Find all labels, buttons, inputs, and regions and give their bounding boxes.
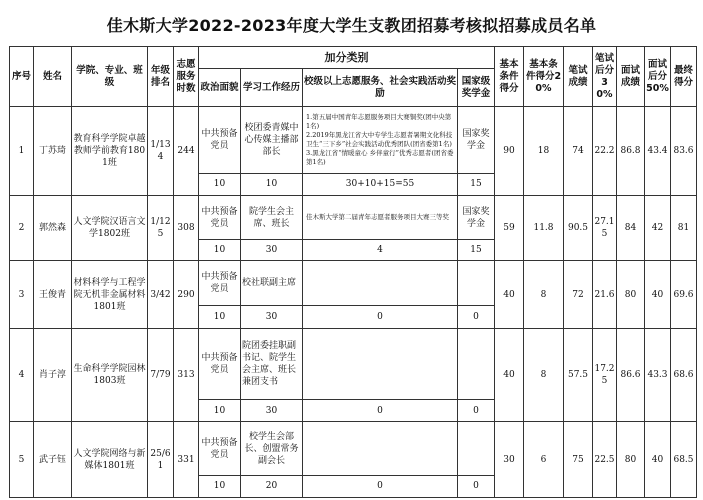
cell-scholarship bbox=[458, 261, 495, 305]
cell-hours: 331 bbox=[174, 422, 199, 498]
cell-base-20: 8 bbox=[524, 329, 564, 422]
cell-interview: 86.6 bbox=[617, 329, 645, 422]
cell-interview-50: 42 bbox=[645, 195, 671, 261]
award-item: 2.2019年黑龙江省大中专学生志愿者暑期文化科技卫生“三下乡”社会实践活动优秀团队(团省委第1名) bbox=[306, 130, 453, 148]
score-awards: 0 bbox=[303, 400, 458, 422]
cell-name: 武子钰 bbox=[34, 422, 72, 498]
cell-interview-50: 43.3 bbox=[645, 329, 671, 422]
page-title: 佳木斯大学2022-2023年度大学生支教团招募考核拟招募成员名单 bbox=[106, 16, 597, 35]
cell-awards bbox=[303, 107, 458, 174]
score-political: 10 bbox=[199, 400, 241, 422]
table-row bbox=[10, 329, 697, 400]
cell-base-20: 11.8 bbox=[524, 195, 564, 261]
cell-work: 校团委青媒中心传媒主播部部长 bbox=[241, 107, 303, 174]
header-written-30: 笔试后分30% bbox=[593, 47, 617, 107]
cell-written: 72 bbox=[564, 261, 593, 329]
score-scholarship: 15 bbox=[458, 173, 495, 195]
table-row bbox=[10, 195, 697, 239]
cell-hours: 244 bbox=[174, 107, 199, 196]
cell-final: 69.6 bbox=[671, 261, 697, 329]
cell-scholarship bbox=[458, 422, 495, 475]
cell-hours: 313 bbox=[174, 329, 199, 422]
score-work: 20 bbox=[241, 475, 303, 497]
cell-political: 中共预备党员 bbox=[199, 107, 241, 174]
cell-awards bbox=[303, 261, 458, 305]
cell-final: 83.6 bbox=[671, 107, 697, 196]
cell-seq: 4 bbox=[10, 329, 34, 422]
cell-base: 90 bbox=[495, 107, 524, 196]
header-grade-rank: 年级排名 bbox=[148, 47, 174, 107]
cell-name: 肖子淳 bbox=[34, 329, 72, 422]
header-political: 政治面貌 bbox=[199, 69, 241, 107]
header-final: 最终得分 bbox=[671, 47, 697, 107]
score-awards: 0 bbox=[303, 475, 458, 497]
score-scholarship: 0 bbox=[458, 400, 495, 422]
header-name: 姓名 bbox=[34, 47, 72, 107]
header-work-exp: 学习工作经历 bbox=[241, 69, 303, 107]
award-item: 3.黑龙江省“情暖童心 乡伴童行”优秀志愿者(团省委第1名) bbox=[306, 148, 454, 166]
cell-interview: 86.8 bbox=[617, 107, 645, 196]
cell-written: 57.5 bbox=[564, 329, 593, 422]
cell-final: 81 bbox=[671, 195, 697, 261]
cell-political: 中共预备党员 bbox=[199, 422, 241, 475]
cell-rank: 25/61 bbox=[148, 422, 174, 498]
cell-hours: 308 bbox=[174, 195, 199, 261]
cell-base-20: 6 bbox=[524, 422, 564, 498]
cell-college: 教育科学学院卓越教师学前教育1801班 bbox=[72, 107, 148, 196]
cell-name: 丁苏琦 bbox=[34, 107, 72, 196]
score-work: 10 bbox=[241, 173, 303, 195]
cell-written-30: 27.15 bbox=[593, 195, 617, 261]
cell-political: 中共预备党员 bbox=[199, 261, 241, 305]
cell-base: 40 bbox=[495, 261, 524, 329]
cell-base: 59 bbox=[495, 195, 524, 261]
cell-college: 生命科学学院园林1803班 bbox=[72, 329, 148, 422]
cell-name: 郭然森 bbox=[34, 195, 72, 261]
cell-base-20: 18 bbox=[524, 107, 564, 196]
header-written: 笔试成绩 bbox=[564, 47, 593, 107]
header-volunteer-hours: 志愿服务时数 bbox=[174, 47, 199, 107]
cell-political: 中共预备党员 bbox=[199, 329, 241, 400]
cell-base-20: 8 bbox=[524, 261, 564, 329]
cell-work: 校社联副主席 bbox=[241, 261, 303, 305]
score-political: 10 bbox=[199, 305, 241, 328]
cell-written-30: 17.25 bbox=[593, 329, 617, 422]
table-row bbox=[10, 261, 697, 305]
score-awards: 0 bbox=[303, 305, 458, 328]
cell-base: 30 bbox=[495, 422, 524, 498]
award-item: 1.第五届中国青年志愿服务项目大赛铜奖(团中央第1名) bbox=[306, 112, 452, 130]
score-awards: 4 bbox=[303, 240, 458, 261]
cell-rank: 1/134 bbox=[148, 107, 174, 196]
header-national-scholarship: 国家级奖学金 bbox=[458, 69, 495, 107]
header-awards: 校级以上志愿服务、社会实践活动奖励 bbox=[303, 69, 458, 107]
header-interview-50: 面试后分50% bbox=[645, 47, 671, 107]
cell-seq: 3 bbox=[10, 261, 34, 329]
header-base-score: 基本条件得分 bbox=[495, 47, 524, 107]
score-work: 30 bbox=[241, 305, 303, 328]
cell-interview-50: 43.4 bbox=[645, 107, 671, 196]
cell-written: 90.5 bbox=[564, 195, 593, 261]
cell-political: 中共预备党员 bbox=[199, 195, 241, 239]
score-political: 10 bbox=[199, 240, 241, 261]
score-work: 30 bbox=[241, 400, 303, 422]
table-row bbox=[10, 422, 697, 475]
cell-written-30: 22.2 bbox=[593, 107, 617, 196]
cell-written-30: 22.5 bbox=[593, 422, 617, 498]
cell-base: 40 bbox=[495, 329, 524, 422]
score-awards: 30+10+15=55 bbox=[303, 173, 458, 195]
cell-college: 材料科学与工程学院无机非金属材料1801班 bbox=[72, 261, 148, 329]
score-political: 10 bbox=[199, 173, 241, 195]
cell-awards bbox=[303, 422, 458, 475]
cell-rank: 3/42 bbox=[148, 261, 174, 329]
cell-interview: 84 bbox=[617, 195, 645, 261]
cell-college: 人文学院汉语言文学1802班 bbox=[72, 195, 148, 261]
cell-written: 74 bbox=[564, 107, 593, 196]
cell-written: 75 bbox=[564, 422, 593, 498]
cell-awards bbox=[303, 195, 458, 239]
cell-seq: 5 bbox=[10, 422, 34, 498]
cell-interview-50: 40 bbox=[645, 261, 671, 329]
cell-scholarship bbox=[458, 329, 495, 400]
cell-scholarship: 国家奖学金 bbox=[458, 107, 495, 174]
cell-rank: 1/125 bbox=[148, 195, 174, 261]
header-college: 学院、专业、班级 bbox=[72, 47, 148, 107]
cell-work: 院学生会主席、班长 bbox=[241, 195, 303, 239]
score-scholarship: 0 bbox=[458, 305, 495, 328]
cell-final: 68.6 bbox=[671, 329, 697, 422]
cell-interview-50: 40 bbox=[645, 422, 671, 498]
cell-awards bbox=[303, 329, 458, 400]
cell-work: 院团委挂职副书记、院学生会主席、班长兼团支书 bbox=[241, 329, 303, 400]
header-base-20: 基本条件得分20% bbox=[524, 47, 564, 107]
cell-rank: 7/79 bbox=[148, 329, 174, 422]
cell-interview: 80 bbox=[617, 261, 645, 329]
header-interview: 面试成绩 bbox=[617, 47, 645, 107]
cell-name: 王俊青 bbox=[34, 261, 72, 329]
score-political: 10 bbox=[199, 475, 241, 497]
score-scholarship: 15 bbox=[458, 240, 495, 261]
candidates-table bbox=[9, 46, 697, 498]
award-item: 佳木斯大学第二届青年志愿者服务项目大赛三等奖 bbox=[306, 213, 449, 222]
cell-work: 校学生会部长、创盟常务副会长 bbox=[241, 422, 303, 475]
score-work: 30 bbox=[241, 240, 303, 261]
cell-scholarship: 国家奖学金 bbox=[458, 195, 495, 239]
cell-seq: 2 bbox=[10, 195, 34, 261]
cell-final: 68.5 bbox=[671, 422, 697, 498]
cell-seq: 1 bbox=[10, 107, 34, 196]
cell-hours: 290 bbox=[174, 261, 199, 329]
header-seq: 序号 bbox=[10, 47, 34, 107]
table-row bbox=[10, 107, 697, 174]
cell-interview: 80 bbox=[617, 422, 645, 498]
cell-written-30: 21.6 bbox=[593, 261, 617, 329]
score-scholarship: 0 bbox=[458, 475, 495, 497]
header-bonus-group: 加分类别 bbox=[199, 47, 495, 69]
cell-college: 人文学院网络与新媒体1801班 bbox=[72, 422, 148, 498]
